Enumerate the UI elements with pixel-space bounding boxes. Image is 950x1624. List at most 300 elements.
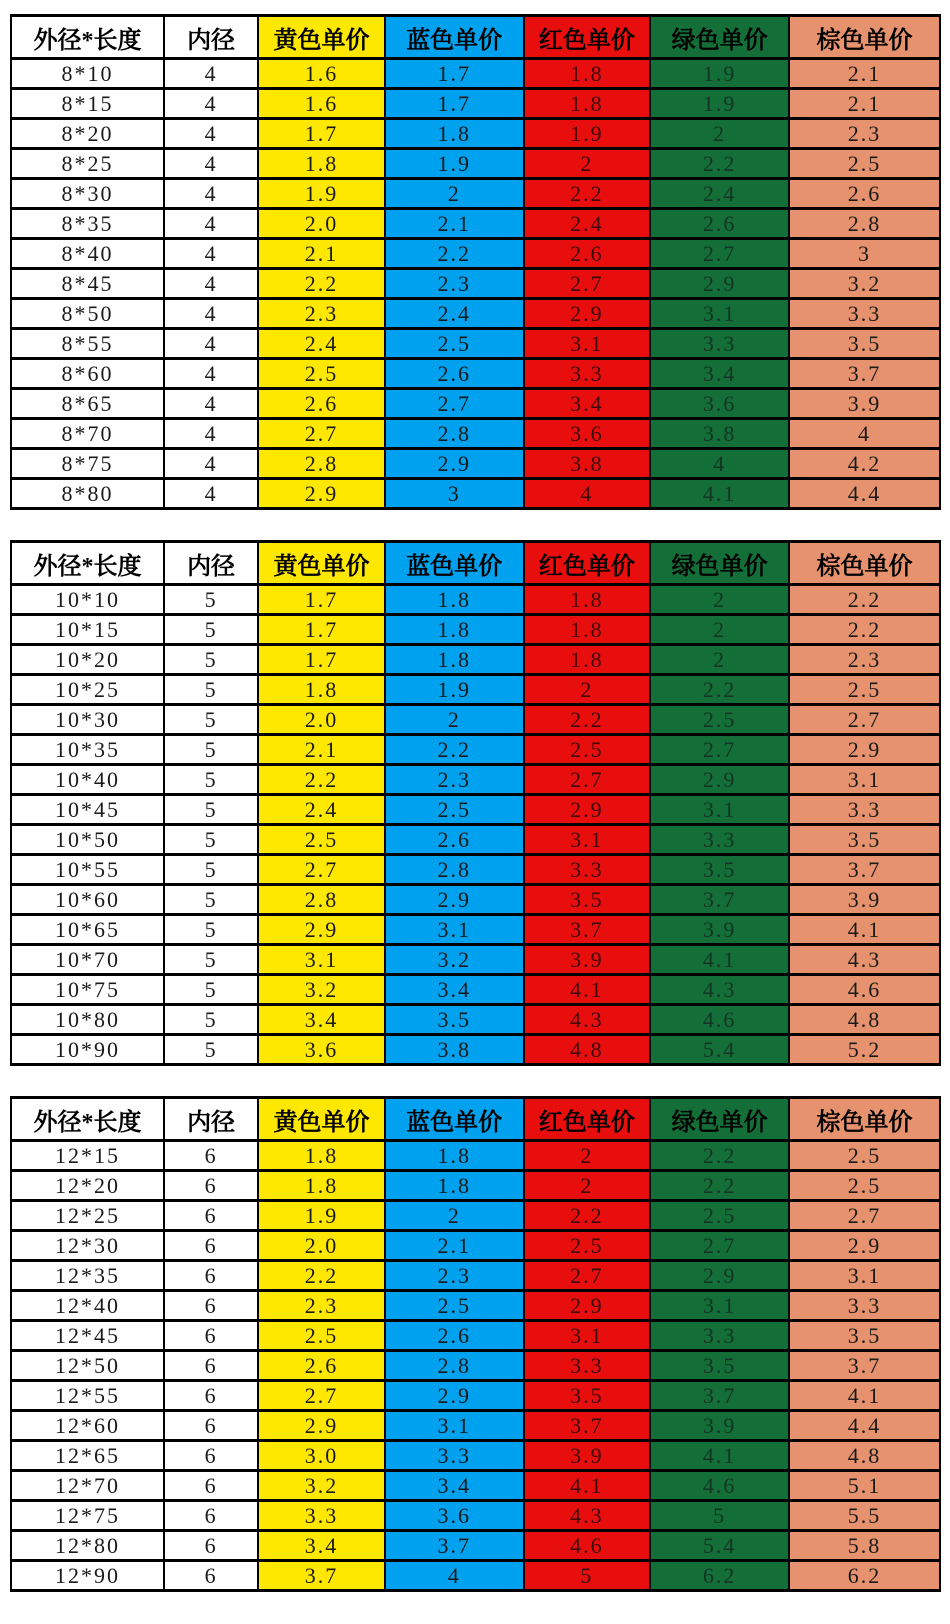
cell-brown-price: 4.4 <box>789 1411 940 1441</box>
cell-inner-diameter: 5 <box>164 645 258 675</box>
column-header-yellow-price: 黄色单价 <box>258 16 385 59</box>
table-row <box>11 1201 940 1231</box>
cell-blue-price: 3.4 <box>385 1471 524 1501</box>
cell-yellow-price: 3.0 <box>258 1441 385 1471</box>
cell-brown-price: 4.6 <box>789 975 940 1005</box>
cell-red-price: 1.8 <box>524 89 651 119</box>
cell-size: 12*35 <box>11 1261 164 1291</box>
cell-brown-price: 4.8 <box>789 1441 940 1471</box>
cell-inner-diameter: 6 <box>164 1531 258 1561</box>
cell-blue-price: 2.4 <box>385 299 524 329</box>
cell-inner-diameter: 6 <box>164 1351 258 1381</box>
cell-brown-price: 2.1 <box>789 59 940 89</box>
cell-brown-price: 2.2 <box>789 615 940 645</box>
cell-inner-diameter: 6 <box>164 1201 258 1231</box>
cell-inner-diameter: 5 <box>164 915 258 945</box>
cell-inner-diameter: 5 <box>164 945 258 975</box>
cell-blue-price: 1.8 <box>385 585 524 615</box>
cell-blue-price: 1.8 <box>385 119 524 149</box>
cell-blue-price: 3.5 <box>385 1005 524 1035</box>
cell-green-price: 5.4 <box>650 1035 789 1065</box>
cell-size: 10*10 <box>11 585 164 615</box>
cell-green-price: 2.9 <box>650 765 789 795</box>
cell-blue-price: 3.4 <box>385 975 524 1005</box>
cell-blue-price: 1.8 <box>385 645 524 675</box>
cell-green-price: 3.1 <box>650 795 789 825</box>
cell-yellow-price: 3.7 <box>258 1561 385 1591</box>
cell-red-price: 2.5 <box>524 1231 651 1261</box>
table-row <box>11 585 940 615</box>
column-header-inner-diameter: 内径 <box>164 542 258 585</box>
table-row <box>11 239 940 269</box>
cell-yellow-price: 2.7 <box>258 855 385 885</box>
table-row <box>11 419 940 449</box>
table-row <box>11 1441 940 1471</box>
table-row <box>11 1231 940 1261</box>
cell-red-price: 4.1 <box>524 975 651 1005</box>
cell-yellow-price: 3.4 <box>258 1005 385 1035</box>
cell-inner-diameter: 5 <box>164 615 258 645</box>
table-row <box>11 479 940 509</box>
cell-red-price: 2.9 <box>524 795 651 825</box>
table-row <box>11 1531 940 1561</box>
table-row <box>11 1035 940 1065</box>
cell-size: 12*65 <box>11 1441 164 1471</box>
cell-size: 8*60 <box>11 359 164 389</box>
cell-inner-diameter: 5 <box>164 1035 258 1065</box>
cell-inner-diameter: 4 <box>164 389 258 419</box>
cell-yellow-price: 2.5 <box>258 825 385 855</box>
column-header-brown-price: 棕色单价 <box>789 542 940 585</box>
cell-green-price: 4.1 <box>650 945 789 975</box>
table-row <box>11 179 940 209</box>
column-header-green-price: 绿色单价 <box>650 1098 789 1141</box>
cell-brown-price: 4 <box>789 419 940 449</box>
cell-blue-price: 2.2 <box>385 735 524 765</box>
cell-red-price: 2.7 <box>524 1261 651 1291</box>
table-row <box>11 1171 940 1201</box>
cell-red-price: 2 <box>524 1141 651 1171</box>
cell-inner-diameter: 6 <box>164 1501 258 1531</box>
cell-yellow-price: 1.8 <box>258 149 385 179</box>
cell-inner-diameter: 5 <box>164 735 258 765</box>
cell-size: 12*55 <box>11 1381 164 1411</box>
cell-brown-price: 3.5 <box>789 329 940 359</box>
cell-brown-price: 4.2 <box>789 449 940 479</box>
cell-size: 12*75 <box>11 1501 164 1531</box>
cell-inner-diameter: 4 <box>164 449 258 479</box>
table-row <box>11 149 940 179</box>
table-row <box>11 795 940 825</box>
cell-yellow-price: 1.6 <box>258 89 385 119</box>
cell-blue-price: 2.9 <box>385 1381 524 1411</box>
cell-size: 8*15 <box>11 89 164 119</box>
cell-blue-price: 2.6 <box>385 1321 524 1351</box>
cell-yellow-price: 1.8 <box>258 1141 385 1171</box>
cell-yellow-price: 2.0 <box>258 705 385 735</box>
cell-inner-diameter: 6 <box>164 1171 258 1201</box>
cell-blue-price: 2.5 <box>385 1291 524 1321</box>
cell-brown-price: 3.9 <box>789 389 940 419</box>
cell-inner-diameter: 4 <box>164 119 258 149</box>
cell-brown-price: 5.8 <box>789 1531 940 1561</box>
cell-red-price: 2.7 <box>524 765 651 795</box>
table-row <box>11 1561 940 1591</box>
table-row <box>11 59 940 89</box>
cell-brown-price: 3.7 <box>789 359 940 389</box>
cell-brown-price: 2.9 <box>789 1231 940 1261</box>
cell-green-price: 3.5 <box>650 1351 789 1381</box>
cell-red-price: 2.7 <box>524 269 651 299</box>
cell-inner-diameter: 4 <box>164 299 258 329</box>
table-row <box>11 209 940 239</box>
cell-green-price: 2.5 <box>650 705 789 735</box>
cell-green-price: 3.9 <box>650 1411 789 1441</box>
cell-inner-diameter: 5 <box>164 1005 258 1035</box>
cell-yellow-price: 3.2 <box>258 1471 385 1501</box>
cell-brown-price: 3.2 <box>789 269 940 299</box>
cell-blue-price: 2.7 <box>385 389 524 419</box>
cell-blue-price: 1.8 <box>385 1171 524 1201</box>
cell-green-price: 2.9 <box>650 1261 789 1291</box>
price-table-od12 <box>10 1096 941 1592</box>
cell-green-price: 3.6 <box>650 389 789 419</box>
table-row <box>11 1141 940 1171</box>
cell-blue-price: 3.3 <box>385 1441 524 1471</box>
cell-inner-diameter: 6 <box>164 1381 258 1411</box>
cell-brown-price: 4.8 <box>789 1005 940 1035</box>
cell-blue-price: 3 <box>385 479 524 509</box>
table-row <box>11 389 940 419</box>
cell-brown-price: 3.1 <box>789 1261 940 1291</box>
cell-green-price: 4.1 <box>650 479 789 509</box>
cell-green-price: 2 <box>650 645 789 675</box>
cell-yellow-price: 1.9 <box>258 179 385 209</box>
table-row <box>11 675 940 705</box>
cell-red-price: 1.8 <box>524 645 651 675</box>
cell-blue-price: 2.3 <box>385 1261 524 1291</box>
cell-blue-price: 1.7 <box>385 89 524 119</box>
cell-yellow-price: 2.0 <box>258 209 385 239</box>
cell-blue-price: 2.5 <box>385 795 524 825</box>
column-header-size: 外径*长度 <box>11 542 164 585</box>
cell-inner-diameter: 4 <box>164 149 258 179</box>
cell-inner-diameter: 5 <box>164 825 258 855</box>
cell-size: 8*10 <box>11 59 164 89</box>
cell-yellow-price: 2.7 <box>258 419 385 449</box>
cell-green-price: 3.3 <box>650 825 789 855</box>
cell-size: 8*70 <box>11 419 164 449</box>
cell-blue-price: 2.3 <box>385 269 524 299</box>
cell-brown-price: 3.5 <box>789 825 940 855</box>
header-row <box>11 16 940 59</box>
cell-inner-diameter: 4 <box>164 419 258 449</box>
cell-red-price: 3.9 <box>524 1441 651 1471</box>
cell-red-price: 2.9 <box>524 1291 651 1321</box>
table-row <box>11 359 940 389</box>
cell-brown-price: 2.8 <box>789 209 940 239</box>
cell-yellow-price: 2.5 <box>258 359 385 389</box>
cell-yellow-price: 1.7 <box>258 645 385 675</box>
table-row <box>11 1501 940 1531</box>
table-row <box>11 1411 940 1441</box>
cell-yellow-price: 2.0 <box>258 1231 385 1261</box>
cell-size: 10*45 <box>11 795 164 825</box>
column-header-inner-diameter: 内径 <box>164 1098 258 1141</box>
cell-yellow-price: 2.9 <box>258 915 385 945</box>
cell-red-price: 2.5 <box>524 735 651 765</box>
cell-blue-price: 1.8 <box>385 615 524 645</box>
cell-blue-price: 1.9 <box>385 149 524 179</box>
cell-red-price: 4.3 <box>524 1501 651 1531</box>
cell-inner-diameter: 5 <box>164 855 258 885</box>
cell-brown-price: 3.1 <box>789 765 940 795</box>
cell-blue-price: 3.6 <box>385 1501 524 1531</box>
cell-yellow-price: 1.8 <box>258 1171 385 1201</box>
cell-size: 12*30 <box>11 1231 164 1261</box>
cell-inner-diameter: 4 <box>164 209 258 239</box>
table-row <box>11 1321 940 1351</box>
cell-brown-price: 2.2 <box>789 585 940 615</box>
cell-yellow-price: 2.3 <box>258 299 385 329</box>
cell-blue-price: 2.3 <box>385 765 524 795</box>
cell-green-price: 2.2 <box>650 675 789 705</box>
cell-yellow-price: 1.7 <box>258 119 385 149</box>
cell-red-price: 3.3 <box>524 359 651 389</box>
column-header-green-price: 绿色单价 <box>650 16 789 59</box>
cell-red-price: 4.8 <box>524 1035 651 1065</box>
cell-size: 12*80 <box>11 1531 164 1561</box>
cell-blue-price: 3.1 <box>385 1411 524 1441</box>
cell-inner-diameter: 4 <box>164 479 258 509</box>
table-row <box>11 1351 940 1381</box>
cell-brown-price: 5.1 <box>789 1471 940 1501</box>
cell-inner-diameter: 5 <box>164 885 258 915</box>
cell-green-price: 5 <box>650 1501 789 1531</box>
cell-yellow-price: 2.7 <box>258 1381 385 1411</box>
cell-green-price: 3.8 <box>650 419 789 449</box>
cell-blue-price: 3.8 <box>385 1035 524 1065</box>
cell-size: 12*20 <box>11 1171 164 1201</box>
cell-blue-price: 1.9 <box>385 675 524 705</box>
cell-red-price: 3.7 <box>524 1411 651 1441</box>
cell-yellow-price: 1.9 <box>258 1201 385 1231</box>
table-row <box>11 705 940 735</box>
table-row <box>11 1471 940 1501</box>
cell-size: 8*65 <box>11 389 164 419</box>
cell-green-price: 4.1 <box>650 1441 789 1471</box>
cell-brown-price: 4.1 <box>789 1381 940 1411</box>
cell-red-price: 3.6 <box>524 419 651 449</box>
table-row <box>11 855 940 885</box>
cell-red-price: 4.6 <box>524 1531 651 1561</box>
cell-yellow-price: 1.7 <box>258 615 385 645</box>
table-row <box>11 915 940 945</box>
column-header-yellow-price: 黄色单价 <box>258 542 385 585</box>
cell-yellow-price: 2.1 <box>258 735 385 765</box>
cell-red-price: 3.3 <box>524 855 651 885</box>
cell-size: 8*45 <box>11 269 164 299</box>
cell-yellow-price: 2.5 <box>258 1321 385 1351</box>
cell-size: 8*75 <box>11 449 164 479</box>
cell-yellow-price: 2.8 <box>258 449 385 479</box>
cell-red-price: 2 <box>524 149 651 179</box>
cell-brown-price: 2.1 <box>789 89 940 119</box>
price-table-od8 <box>10 14 941 510</box>
cell-red-price: 3.5 <box>524 1381 651 1411</box>
table-row <box>11 1005 940 1035</box>
cell-brown-price: 2.7 <box>789 705 940 735</box>
cell-red-price: 3.1 <box>524 1321 651 1351</box>
cell-size: 12*25 <box>11 1201 164 1231</box>
table-row <box>11 329 940 359</box>
cell-brown-price: 3 <box>789 239 940 269</box>
cell-size: 8*30 <box>11 179 164 209</box>
cell-yellow-price: 2.3 <box>258 1291 385 1321</box>
table-row <box>11 449 940 479</box>
cell-blue-price: 2 <box>385 1201 524 1231</box>
column-header-inner-diameter: 内径 <box>164 16 258 59</box>
column-header-brown-price: 棕色单价 <box>789 1098 940 1141</box>
cell-inner-diameter: 6 <box>164 1231 258 1261</box>
cell-size: 8*20 <box>11 119 164 149</box>
cell-blue-price: 1.8 <box>385 1141 524 1171</box>
column-header-blue-price: 蓝色单价 <box>385 1098 524 1141</box>
cell-green-price: 3.4 <box>650 359 789 389</box>
cell-blue-price: 3.7 <box>385 1531 524 1561</box>
cell-red-price: 2.2 <box>524 1201 651 1231</box>
cell-brown-price: 2.5 <box>789 149 940 179</box>
cell-red-price: 2 <box>524 675 651 705</box>
cell-green-price: 3.9 <box>650 915 789 945</box>
cell-green-price: 1.9 <box>650 59 789 89</box>
cell-red-price: 3.5 <box>524 885 651 915</box>
cell-red-price: 2 <box>524 1171 651 1201</box>
cell-red-price: 3.7 <box>524 915 651 945</box>
cell-blue-price: 2.8 <box>385 1351 524 1381</box>
cell-green-price: 2.7 <box>650 1231 789 1261</box>
cell-red-price: 1.8 <box>524 59 651 89</box>
cell-blue-price: 2.6 <box>385 359 524 389</box>
cell-blue-price: 2 <box>385 705 524 735</box>
column-header-size: 外径*长度 <box>11 16 164 59</box>
cell-inner-diameter: 4 <box>164 179 258 209</box>
cell-red-price: 5 <box>524 1561 651 1591</box>
cell-inner-diameter: 6 <box>164 1411 258 1441</box>
cell-green-price: 2.2 <box>650 1141 789 1171</box>
cell-size: 8*40 <box>11 239 164 269</box>
table-row <box>11 645 940 675</box>
cell-red-price: 2.2 <box>524 179 651 209</box>
cell-red-price: 4.3 <box>524 1005 651 1035</box>
cell-size: 8*25 <box>11 149 164 179</box>
cell-green-price: 6.2 <box>650 1561 789 1591</box>
cell-green-price: 2 <box>650 585 789 615</box>
cell-size: 10*90 <box>11 1035 164 1065</box>
cell-inner-diameter: 4 <box>164 269 258 299</box>
cell-size: 10*50 <box>11 825 164 855</box>
cell-inner-diameter: 6 <box>164 1471 258 1501</box>
table-row <box>11 1381 940 1411</box>
cell-red-price: 2.2 <box>524 705 651 735</box>
cell-size: 12*15 <box>11 1141 164 1171</box>
cell-red-price: 1.8 <box>524 615 651 645</box>
table-row <box>11 975 940 1005</box>
table-row <box>11 615 940 645</box>
cell-green-price: 2.2 <box>650 149 789 179</box>
cell-green-price: 3.1 <box>650 1291 789 1321</box>
cell-inner-diameter: 6 <box>164 1441 258 1471</box>
cell-blue-price: 3.1 <box>385 915 524 945</box>
cell-inner-diameter: 5 <box>164 675 258 705</box>
cell-green-price: 2.4 <box>650 179 789 209</box>
cell-blue-price: 2.9 <box>385 449 524 479</box>
cell-yellow-price: 3.6 <box>258 1035 385 1065</box>
cell-yellow-price: 2.6 <box>258 389 385 419</box>
cell-blue-price: 2.8 <box>385 855 524 885</box>
cell-brown-price: 2.7 <box>789 1201 940 1231</box>
cell-brown-price: 2.5 <box>789 1141 940 1171</box>
cell-yellow-price: 1.8 <box>258 675 385 705</box>
price-table-od10 <box>10 540 941 1066</box>
cell-inner-diameter: 6 <box>164 1291 258 1321</box>
column-header-green-price: 绿色单价 <box>650 542 789 585</box>
cell-blue-price: 3.2 <box>385 945 524 975</box>
table-row <box>11 269 940 299</box>
table-row <box>11 299 940 329</box>
cell-red-price: 1.9 <box>524 119 651 149</box>
cell-yellow-price: 2.2 <box>258 765 385 795</box>
cell-size: 10*80 <box>11 1005 164 1035</box>
cell-brown-price: 3.3 <box>789 299 940 329</box>
cell-brown-price: 3.7 <box>789 1351 940 1381</box>
cell-blue-price: 4 <box>385 1561 524 1591</box>
table-row <box>11 825 940 855</box>
cell-brown-price: 2.9 <box>789 735 940 765</box>
cell-inner-diameter: 6 <box>164 1141 258 1171</box>
cell-yellow-price: 2.2 <box>258 269 385 299</box>
cell-green-price: 4 <box>650 449 789 479</box>
cell-red-price: 3.4 <box>524 389 651 419</box>
cell-red-price: 2.9 <box>524 299 651 329</box>
cell-yellow-price: 2.8 <box>258 885 385 915</box>
column-header-blue-price: 蓝色单价 <box>385 16 524 59</box>
column-header-red-price: 红色单价 <box>524 16 651 59</box>
cell-brown-price: 3.7 <box>789 855 940 885</box>
cell-inner-diameter: 6 <box>164 1561 258 1591</box>
column-header-blue-price: 蓝色单价 <box>385 542 524 585</box>
cell-yellow-price: 3.2 <box>258 975 385 1005</box>
cell-green-price: 2.9 <box>650 269 789 299</box>
cell-inner-diameter: 5 <box>164 795 258 825</box>
cell-brown-price: 3.9 <box>789 885 940 915</box>
cell-size: 10*65 <box>11 915 164 945</box>
cell-green-price: 3.1 <box>650 299 789 329</box>
cell-size: 10*60 <box>11 885 164 915</box>
cell-blue-price: 1.7 <box>385 59 524 89</box>
table-row <box>11 119 940 149</box>
cell-red-price: 4.1 <box>524 1471 651 1501</box>
cell-brown-price: 3.3 <box>789 795 940 825</box>
cell-blue-price: 2.5 <box>385 329 524 359</box>
column-header-yellow-price: 黄色单价 <box>258 1098 385 1141</box>
table-row <box>11 885 940 915</box>
cell-size: 8*80 <box>11 479 164 509</box>
cell-brown-price: 2.6 <box>789 179 940 209</box>
cell-brown-price: 5.5 <box>789 1501 940 1531</box>
cell-inner-diameter: 5 <box>164 765 258 795</box>
cell-green-price: 2.6 <box>650 209 789 239</box>
